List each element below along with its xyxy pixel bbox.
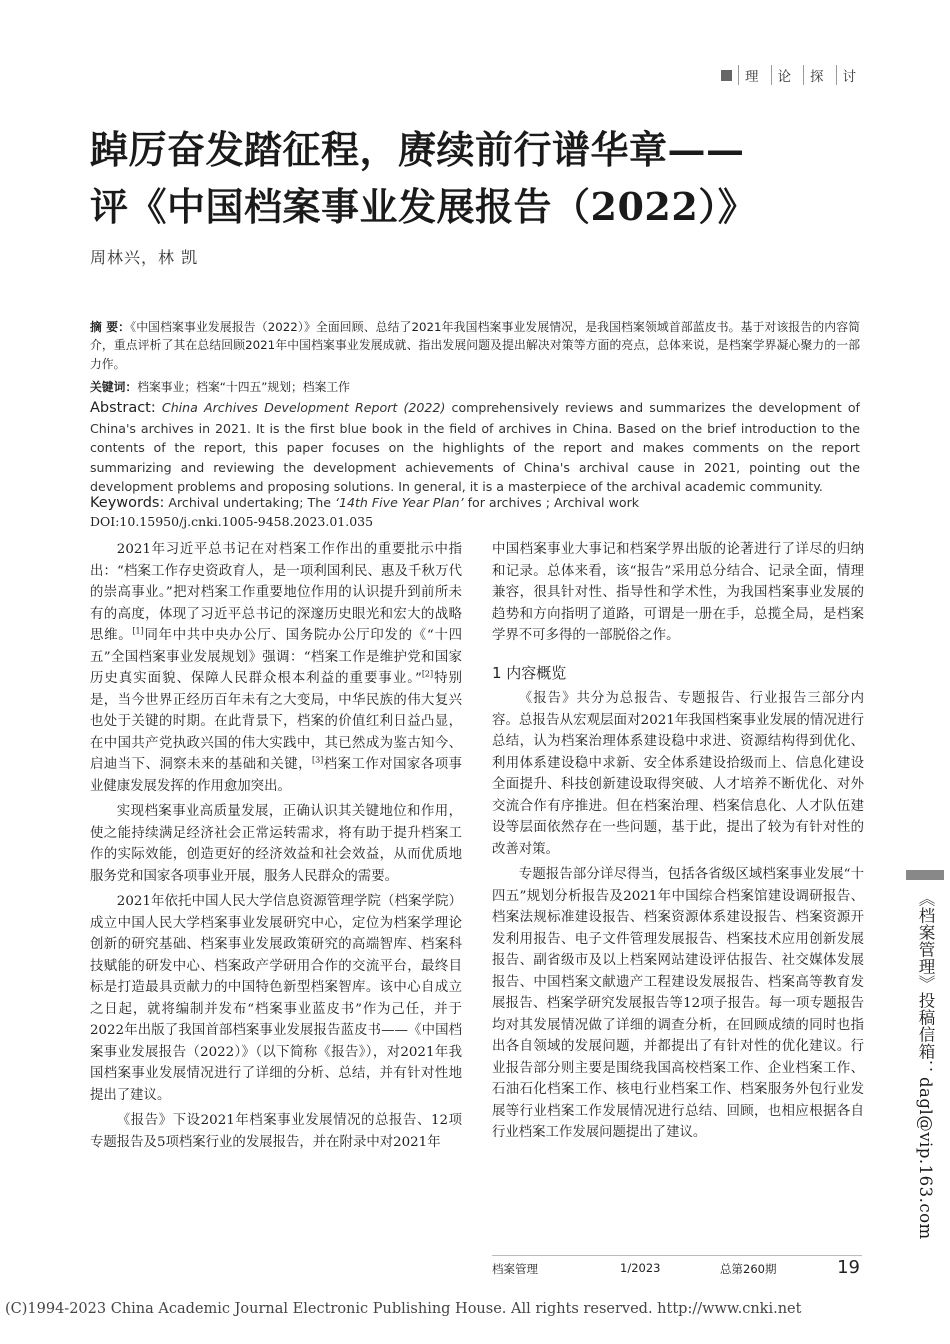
text-run: 特别是，当今世界正经历百年未有之大变局，中华民族的伟大复兴也处于关键的时期。在此背景下，档案的价值红利日益凸显，在中国共产党执政兴国的伟大实践中，其已然成为鉴古知今、启迪当下、洞察未来的基础和关键， [90, 671, 462, 772]
keywords-en-italic: ‘14th Five Year Plan’ [334, 495, 464, 510]
body-column-left [90, 539, 462, 1157]
section-tag-char: 探 [803, 65, 830, 85]
authors: 周林兴，林 凯 [90, 248, 199, 267]
text-run: 2021年习近平总书记在对档案工作作出的重要批示中指出：“档案工作存史资政育人，是一项利国利民、惠及千秋万代的崇高事业。”把对档案工作重要地位作用的认识提升到前所未有的高度，体现了习近平总书记的深邃历史眼光和宏大的战略思维。 [90, 542, 462, 643]
footer-divider [492, 1255, 862, 1256]
abstract-zh-label: 摘 要： [90, 320, 131, 334]
keywords-en-label: Keywords: [90, 495, 165, 511]
abstract-zh [90, 318, 860, 373]
paragraph: 中国档案事业大事记和档案学界出版的论著进行了详尽的归纳和记录。总体来看，该“报告”采用总分结合、记录全面，情理兼容，很具针对性、指导性和学术性，为我国档案事业发展的趋势和方向指明了道路，可谓是一册在手，总揽全局，是档案学界不可多得的一部脱俗之作。 [492, 542, 864, 643]
paragraph: 《报告》下设2021年档案事业发展情况的总报告、12项专题报告及5项档案行业的发展报告，并在附录中对2021年 [90, 1113, 462, 1150]
keywords-en-part1: Archival undertaking; The [164, 495, 335, 510]
section-tag-char: 论 [771, 65, 798, 85]
section-tag-char: 理 [738, 65, 765, 85]
title-line-1: 踔厉奋发踏征程，赓续前行谱华章—— [90, 127, 745, 172]
text-run: 同年中共中央办公厅、国务院办公厅印发的《“十四五”全国档案事业发展规划》强调：“档案工作是维护党和国家历史真实面貌、保障人民群众根本利益的重要事业。” [90, 628, 462, 686]
section-tag [721, 64, 862, 86]
paragraph: 《报告》共分为总报告、专题报告、行业报告三部分内容。总报告从宏观层面对2021年我国档案事业发展的情况进行总结，认为档案治理体系建设稳中求进、资源结构得到优化、利用体系建设稳中求新、安全体系建设拾级而上、信息化建设全面提升、科技创新建设取得突破、人才培养不断优化、对外交流合作有序推进。但在档案治理、档案信息化、人才队伍建设等层面依然存在一些问题，基于此，提出了较为有针对性的改善对策。 [492, 691, 864, 857]
page-number: 19 [837, 1257, 860, 1278]
sidebar-submission [905, 870, 945, 1240]
abstract-zh-text: 《中国档案事业发展报告（2022）》全面回顾、总结了2021年我国档案事业发展情况，是我国档案领域首部蓝皮书。基于对该报告的内容简介，重点评析了其在总结回顾2021年中国档案事业发展成就、指出发展问题及提出解决对策等方面的亮点，总体来说，是档案学界凝心聚力的一部力作。 [90, 320, 861, 371]
article-title [90, 121, 890, 235]
citation-ref: [1] [132, 626, 144, 636]
doi: DOI:10.15950/j.cnki.1005-9458.2023.01.035 [90, 514, 374, 529]
abstract-en-text: comprehensively reviews and summarizes the development of China's archives in 2021. It is the first blue book in the field of archives in China. Based on the brief introduction to the contents of the report, this paper focuses on the highlights of the report and makes comments on the report summarizing and reviewing the development achievements of China's archival cause in 2021, pointing out the development problems and proposing solutions. In general, it is a masterpiece of the archival academic community. [90, 400, 860, 494]
keywords-en-part2: for archives ; Archival work [463, 495, 640, 510]
title-line-2: 评《中国档案事业发展报告（2022）》 [90, 184, 757, 229]
abstract-en-italic: China Archives Development Report (2022) [161, 400, 446, 415]
keywords-en [90, 493, 860, 514]
paragraph: 2021年依托中国人民大学信息资源管理学院（档案学院）成立中国人民大学档案事业发展研究中心，定位为档案学理论创新的研究基础、档案事业发展政策研究的高端智库、档案科技赋能的研发中心、档案政产学研用合作的交流平台，最终目标是打造最具贡献力的中国特色新型档案智库。该中心自成立之日起，就将编制并发布“档案事业蓝皮书”作为己任，并于2022年出版了我国首部档案事业发展报告蓝皮书——《中国档案事业发展报告（2022）》（以下简称《报告》），对2021年我国档案事业发展情况进行了详细的分析、总结，并有针对性地提出了建议。 [90, 894, 462, 1103]
abstract-en [90, 398, 860, 497]
citation-ref: [3] [311, 755, 324, 765]
copyright-notice: (C)1994-2023 China Academic Journal Electronic Publishing House. All rights reserved. http://www.cnki.net [5, 1301, 802, 1317]
citation-ref: [2] [421, 669, 434, 679]
footer-issue: 1/2023 [620, 1261, 661, 1275]
sidebar-bar-top [906, 870, 944, 880]
paragraph [90, 539, 462, 797]
keywords-zh [90, 378, 860, 396]
text-run: 档案工作对国家各项事业健康发展发挥的作用愈加突出。 [90, 757, 463, 794]
abstract-en-label: Abstract: [90, 400, 156, 416]
section-square-icon [721, 70, 732, 81]
submission-email: 《档案管理》投稿信箱：dagl@vip.163.com [916, 890, 935, 1240]
section-heading: 1 内容概览 [492, 663, 567, 682]
section-tag-char: 讨 [836, 65, 863, 85]
page-footer [492, 1259, 862, 1279]
footer-total: 总第260期 [720, 1262, 777, 1276]
paragraph: 实现档案事业高质量发展，正确认识其关键地位和作用，使之能持续满足经济社会正常运转需求，将有助于提升档案工作的实际效能，创造更好的经济效益和社会效益，从而优质地服务党和国家各项事业开展，服务人民群众的需要。 [90, 804, 462, 884]
keywords-zh-text: 档案事业；档案“十四五”规划；档案工作 [137, 380, 350, 394]
keywords-zh-label: 关键词： [90, 380, 138, 394]
footer-journal: 档案管理 [492, 1262, 538, 1276]
paragraph: 专题报告部分详尽得当，包括各省级区域档案事业发展“十四五”规划分析报告及2021年中国综合档案馆建设调研报告、档案法规标准建设报告、档案资源体系建设报告、档案资源开发利用报告、电子文件管理发展报告、档案技术应用创新发展报告、副省级市及以上档案网站建设评估报告、社交媒体发展报告、中国档案文献遗产工程建设发展报告、档案高等教育发展报告、档案学研究发展报告等12项子报告。每一项专题报告均对其发展情况做了详细的调查分析，在回顾成绩的同时也指出各自领域的发展问题，并都提出了有针对性的优化建议。行业报告部分则主要是围绕我国高校档案工作、企业档案工作、石油石化档案工作、核电行业档案工作、档案服务外包行业发展等行业档案工作发展情况进行总结、回顾，也相应根据各自行业档案工作发展问题提出了建议。 [492, 867, 864, 1140]
body-column-right [492, 539, 864, 1148]
